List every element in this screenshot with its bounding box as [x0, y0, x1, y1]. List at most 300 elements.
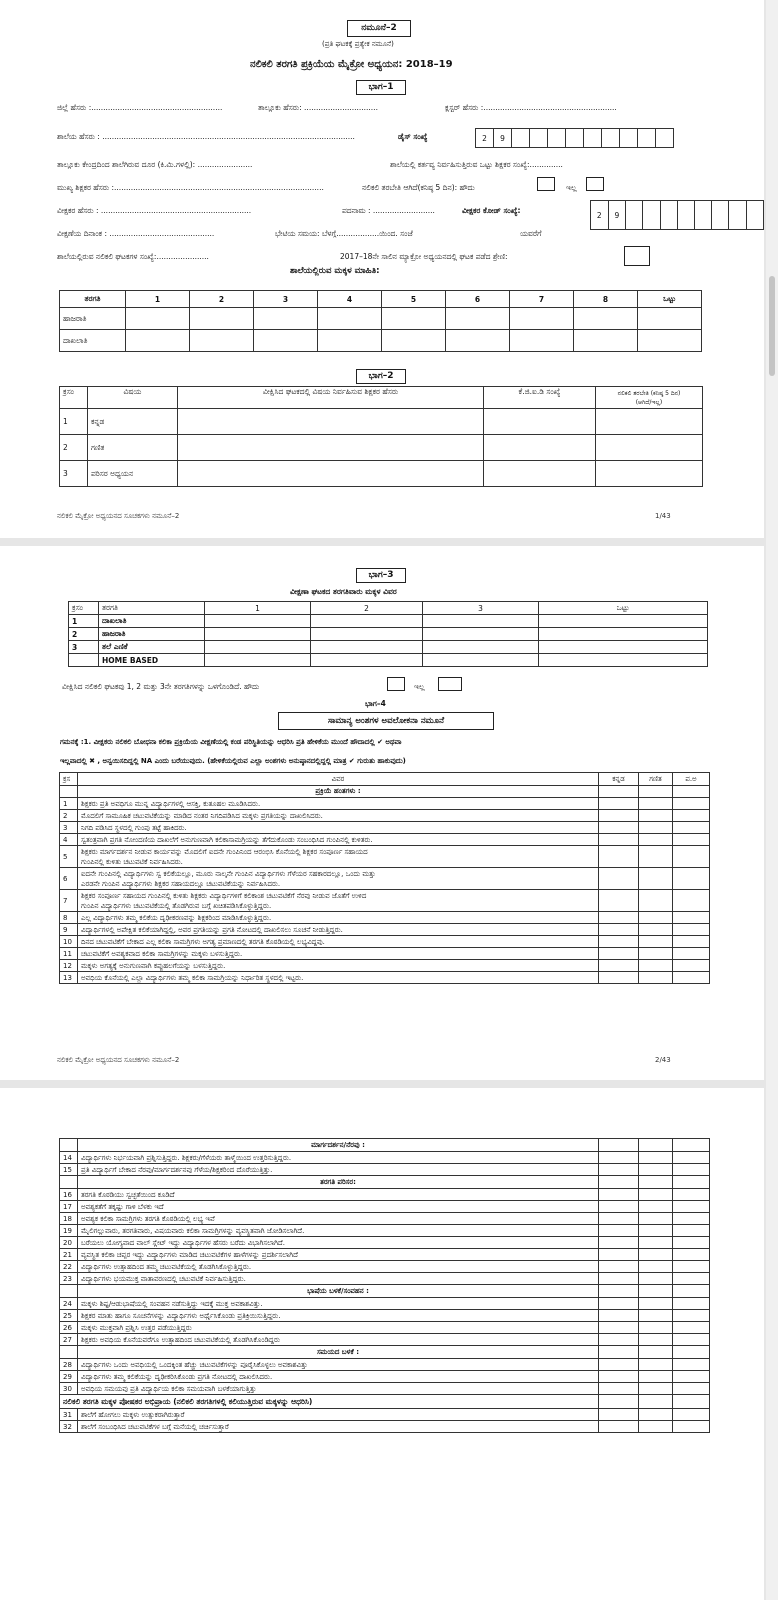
children-input-cell[interactable] [382, 308, 446, 330]
observation-evs-cell[interactable] [673, 1322, 710, 1334]
observation-maths-cell[interactable] [639, 1310, 673, 1322]
observation-kannada-cell[interactable] [599, 936, 639, 948]
observation-evs-cell[interactable] [673, 822, 710, 834]
class-input-cell[interactable] [423, 628, 539, 641]
observation-evs-cell[interactable] [673, 912, 710, 924]
children-input-cell[interactable] [254, 330, 318, 352]
observation-detail-line: ಶಿಕ್ಷಕರು ಮಾರ್ಗದರ್ಶನ ನೀಡುವ ಕಾರ್ಯವನ್ನು ಮೊದಲಿಗೆ ಐದನೇ ಗುಂಪಿನಿಂದ ಆರಂಭಿಸಿ ಕೊನೆಯಲ್ಲಿ ಶಿಕ್ಷಕರ ಸಂಪೂರ್ಣ ಸಹಾಯದ [81, 847, 368, 856]
observation-maths-cell[interactable] [639, 1322, 673, 1334]
class-input-cell[interactable] [205, 615, 311, 628]
children-input-cell[interactable] [510, 330, 574, 352]
observation-maths-cell[interactable] [639, 972, 673, 984]
observation-kannada-cell[interactable] [599, 1152, 639, 1164]
dise-digit-cell[interactable] [656, 129, 674, 148]
taluk-field[interactable]: ತಾಲ್ಲೂಕು ಹೆಸರು: ............................... [258, 103, 378, 112]
observation-kannada-cell[interactable] [599, 1409, 639, 1421]
children-row-label: ದಾಖಲಾತಿ [60, 330, 126, 352]
class-row-label: ದಾಖಲಾತಿ [99, 615, 205, 628]
children-header-cell: ತರಗತಿ [60, 291, 126, 308]
dise-digit-cell[interactable] [566, 129, 584, 148]
dise-digit-cell[interactable] [530, 129, 548, 148]
observation-evs-cell[interactable] [673, 1213, 710, 1225]
class-row-no: 1 [69, 615, 99, 628]
class-input-cell[interactable] [423, 615, 539, 628]
class-input-cell[interactable] [423, 641, 539, 654]
observation-evs-cell[interactable] [673, 834, 710, 846]
observation-maths-cell[interactable] [639, 810, 673, 822]
dise-digit-cell[interactable]: 9 [494, 129, 512, 148]
observation-maths-cell[interactable] [639, 834, 673, 846]
observation-kannada-cell[interactable] [599, 1383, 639, 1395]
observation-row [60, 890, 710, 912]
children-input-cell[interactable] [254, 308, 318, 330]
observation-no: 10 [60, 936, 78, 948]
children-input-cell[interactable] [382, 330, 446, 352]
observation-row [60, 912, 710, 924]
observation-row [60, 798, 710, 810]
teachers-count-field[interactable]: ಶಾಲೆಯಲ್ಲಿ ಕರ್ತವ್ಯ ನಿರ್ವಹಿಸುತ್ತಿರುವ ಒಟ್ಟು ಶಿಕ್ಷಕರ ಸಂಖ್ಯೆ:.............. [390, 160, 563, 169]
observation-kannada-cell[interactable] [599, 810, 639, 822]
cluster-field[interactable]: ಕ್ಲಸ್ಟರ್ ಹೆಸರು :........................................................ [445, 103, 617, 112]
observation-detail [78, 1261, 599, 1273]
observer-code-digits[interactable] [590, 200, 764, 230]
observation-kannada-cell[interactable] [599, 822, 639, 834]
subject-row [60, 461, 703, 487]
children-input-cell[interactable] [318, 308, 382, 330]
nali-trained-label: ನಲಿಕಲಿ ತರಬೇತಿ ಆಗಿದೆ(ಕನಿಷ್ಠ 5 ದಿನ): ಹೌದು [362, 183, 475, 192]
children-header-cell: ಒಟ್ಟು [638, 291, 702, 308]
subject-input-cell[interactable] [596, 461, 703, 487]
observation-kannada-cell[interactable] [599, 798, 639, 810]
observation-evs-cell[interactable] [673, 1189, 710, 1201]
obs-date-field[interactable]: ವೀಕ್ಷಣೆಯ ದಿನಾಂಕ : ............................................ [57, 229, 215, 238]
observation-evs-cell[interactable] [673, 1359, 710, 1371]
observation-row [60, 810, 710, 822]
section-cell [673, 1285, 710, 1298]
observation-evs-cell[interactable] [673, 1371, 710, 1383]
observation-maths-cell[interactable] [639, 822, 673, 834]
observation-row [60, 960, 710, 972]
class-row [69, 654, 708, 667]
observation-no: 11 [60, 948, 78, 960]
observation-kannada-cell[interactable] [599, 924, 639, 936]
section-cell [599, 1395, 639, 1409]
subject-row-name: ಗಣಿತ [88, 435, 178, 461]
section-title: ಮಾರ್ಗದರ್ಶನ/ನೆರವು : [78, 1139, 599, 1152]
class-input-cell[interactable] [539, 654, 708, 667]
observation-no: 18 [60, 1213, 78, 1225]
dise-digit-cell[interactable]: 2 [476, 129, 494, 148]
code-digit-cell[interactable] [677, 201, 694, 230]
observation-row [60, 1322, 710, 1334]
observation-row [60, 924, 710, 936]
observation-maths-cell[interactable] [639, 846, 673, 868]
observation-kannada-cell[interactable] [599, 1421, 639, 1433]
dise-digit-cell[interactable] [620, 129, 638, 148]
observation-maths-cell[interactable] [639, 868, 673, 890]
class-input-cell[interactable] [205, 628, 311, 641]
observation-detail [78, 1334, 599, 1346]
observation-evs-cell[interactable] [673, 1334, 710, 1346]
class-input-cell[interactable] [311, 628, 423, 641]
class-table [68, 601, 708, 667]
observer-name-field[interactable]: ವೀಕ್ಷಕರ ಹೆಸರು : ............................................................... [57, 206, 252, 215]
observation-no: 17 [60, 1201, 78, 1213]
observation-kannada-cell[interactable] [599, 1249, 639, 1261]
observation-detail [78, 1383, 599, 1395]
observation-evs-cell[interactable] [673, 1273, 710, 1285]
code-digit-cell[interactable] [746, 201, 763, 230]
obs-section-cell [673, 786, 710, 798]
observation-row [60, 1409, 710, 1421]
observation-row [60, 1201, 710, 1213]
subject-head-teacher: ವೀಕ್ಷಿಸಿದ ಘಟಕದಲ್ಲಿ ವಿಷಯ ನಿರ್ವಹಿಸುವ ಶಿಕ್ಷಕರ ಹೆಸರು [178, 387, 484, 409]
observation-row [60, 1164, 710, 1176]
observation-kannada-cell[interactable] [599, 912, 639, 924]
district-field[interactable]: ಜಿಲ್ಲೆ ಹೆಸರು :....................................................... [57, 103, 223, 112]
observation-evs-cell[interactable] [673, 1298, 710, 1310]
part3-label: ಭಾಗ–3 [356, 568, 406, 583]
observation-no: 26 [60, 1322, 78, 1334]
observation-kannada-cell[interactable] [599, 948, 639, 960]
observation-row [60, 972, 710, 984]
dise-digit-cell[interactable] [638, 129, 656, 148]
observation-detail [78, 834, 599, 846]
observation-detail-line: ಅವಶ್ಯಕತೆಗೆ ತಕ್ಕಷ್ಟು ಗಾಳಿ ಬೆಳಕು ಇದೆ [81, 1202, 164, 1211]
class-header-cell: 3 [423, 602, 539, 615]
observation-kannada-cell[interactable] [599, 1371, 639, 1383]
observation-evs-cell[interactable] [673, 948, 710, 960]
observation-detail [78, 1152, 599, 1164]
school-name-field[interactable]: ಶಾಲೆಯ ಹೆಸರು : .......................................................................................................... [57, 132, 355, 141]
observation-kannada-cell[interactable] [599, 1310, 639, 1322]
observation-detail-line: ತರಗತಿ ಕೊಠಡಿಯು ಸ್ವಚ್ಛತೆಯಿಂದ ಕೂಡಿದೆ [81, 1190, 175, 1199]
observation-kannada-cell[interactable] [599, 834, 639, 846]
observation-detail [78, 1322, 599, 1334]
class-row [69, 615, 708, 628]
observation-detail-line: ವಿದ್ಯಾರ್ಥಿಗಳಲ್ಲಿ ಅಪೇಕ್ಷಿತ ಕಲಿಕೆಯಾಗಿದ್ದಲ್ಲಿ, ಅವರ ಪ್ರಗತಿಯನ್ನು ಪ್ರಗತಿ ನೋಟದಲ್ಲಿ ದಾಖಲಿಸಲು ಸೂಚನೆ ನೀಡುತ್ತಿದ್ದರು. [81, 925, 343, 934]
observation-maths-cell[interactable] [639, 1261, 673, 1273]
observation-kannada-cell[interactable] [599, 1164, 639, 1176]
observation-detail-line: ಬರೆಯಲು ಯೋಗ್ಯವಾದ ವಾಲ್ ಸ್ಲೇಟ್ ಇದ್ದು ವಿದ್ಯಾರ್ಥಿಗಳ ಹೆಸರು ಬರೆದು ವಿಭಾಗಿಸಲಾಗಿದೆ. [81, 1238, 285, 1247]
observation-kannada-cell[interactable] [599, 1213, 639, 1225]
observation-detail-line: ವಿದ್ಯಾರ್ಥಿಗಳು ಭಯಮುಕ್ತ ವಾತಾವರಣದಲ್ಲಿ ಚಟುವಟಿಕೆ ನಿರ್ವಹಿಸುತ್ತಿದ್ದರು. [81, 1274, 246, 1283]
section-cell [673, 1346, 710, 1359]
observation-evs-cell[interactable] [673, 972, 710, 984]
obs-head-maths: ಗಣಿತ [639, 773, 673, 786]
section-spacer [60, 1139, 78, 1152]
subject-head-training-line2: (ಆಗಿದೆ/ಇಲ್ಲ) [635, 398, 663, 406]
observation-evs-cell[interactable] [673, 1261, 710, 1273]
observation-detail [78, 1164, 599, 1176]
observation-no: 14 [60, 1152, 78, 1164]
observation-maths-cell[interactable] [639, 1334, 673, 1346]
children-input-cell[interactable] [446, 330, 510, 352]
observation-evs-cell[interactable] [673, 846, 710, 868]
observation-detail [78, 948, 599, 960]
section-cell [599, 1285, 639, 1298]
observation-no: 9 [60, 924, 78, 936]
observation-detail [78, 1421, 599, 1433]
observation-evs-cell[interactable] [673, 798, 710, 810]
observation-evs-cell[interactable] [673, 1152, 710, 1164]
section-cell [673, 1176, 710, 1189]
units-no-checkbox[interactable] [438, 677, 462, 691]
observation-kannada-cell[interactable] [599, 1189, 639, 1201]
observation-detail-line: ಪ್ರತಿ ವಿದ್ಯಾರ್ಥಿಗೆ ಬೇಕಾದ ನೆರವು/ಮಾರ್ಗದರ್ಶನವು ಗೆಳೆಯ/ಶಿಕ್ಷಕರಿಂದ ದೊರೆಯುತ್ತಿತ್ತು. [81, 1165, 273, 1174]
subject-input-cell[interactable] [484, 461, 596, 487]
subject-head-training-line1: ನಲಿಕಲಿ ತರಬೇತಿ (ಕನಿಷ್ಠ 5 ದಿನ) [617, 389, 681, 397]
children-header-cell: 6 [446, 291, 510, 308]
hm-trained-yes-checkbox[interactable] [537, 177, 555, 191]
observation-detail [78, 1371, 599, 1383]
observation-maths-cell[interactable] [639, 1237, 673, 1249]
page2-footer-right: 2/43 [655, 1056, 671, 1064]
class-input-cell[interactable] [311, 654, 423, 667]
observation-maths-cell[interactable] [639, 1421, 673, 1433]
observation-maths-cell[interactable] [639, 1201, 673, 1213]
hm-trained-no-checkbox[interactable] [586, 177, 604, 191]
dise-digit-cell[interactable] [548, 129, 566, 148]
code-digit-cell[interactable] [626, 201, 643, 230]
observation-maths-cell[interactable] [639, 1273, 673, 1285]
section-cell [639, 1395, 673, 1409]
section-cell [639, 1346, 673, 1359]
page1-footer-right: 1/43 [655, 512, 671, 520]
observation-table-2 [59, 1138, 710, 1433]
class-input-cell[interactable] [539, 641, 708, 654]
observation-evs-cell[interactable] [673, 1421, 710, 1433]
obs-head-detail: ವಿವರ [78, 773, 599, 786]
observation-maths-cell[interactable] [639, 1225, 673, 1237]
class-header-cell: ತರಗತಿ [99, 602, 205, 615]
obs-section-cell [599, 786, 639, 798]
observation-evs-cell[interactable] [673, 960, 710, 972]
subject-row-no: 1 [60, 409, 88, 435]
section-cell [673, 1395, 710, 1409]
observation-no: 25 [60, 1310, 78, 1322]
class-input-cell[interactable] [539, 628, 708, 641]
children-input-cell[interactable] [126, 308, 190, 330]
scrollbar[interactable] [766, 0, 778, 1600]
observation-evs-cell[interactable] [673, 936, 710, 948]
code-digit-cell[interactable] [712, 201, 729, 230]
observation-detail-line: ಗುಂಪಿನಲ್ಲಿ ಕುಳಿತು ಚಟುವಟಿಕೆ ನಿರ್ವಹಿಸಿದರು. [81, 857, 183, 866]
subject-input-cell[interactable] [596, 409, 703, 435]
class-header-cell: 2 [311, 602, 423, 615]
observation-maths-cell[interactable] [639, 924, 673, 936]
prev-grade-label: 2017–18ನೇ ಸಾಲಿನ ಮ್ಯಾಕ್ರೋ ಅಧ್ಯಯನದಲ್ಲಿ ಘಟಕ ಪಡೆದ ಶ್ರೇಣಿ: [340, 252, 508, 261]
class-input-cell[interactable] [423, 654, 539, 667]
observation-evs-cell[interactable] [673, 1409, 710, 1421]
code-digit-cell[interactable]: 2 [591, 201, 609, 230]
class-input-cell[interactable] [311, 641, 423, 654]
obs-section-cell [639, 786, 673, 798]
observation-maths-cell[interactable] [639, 890, 673, 912]
subject-input-cell[interactable] [596, 435, 703, 461]
children-header-cell: 5 [382, 291, 446, 308]
observation-evs-cell[interactable] [673, 1225, 710, 1237]
children-input-cell[interactable] [574, 330, 638, 352]
form-subtitle: (ಪ್ರತಿ ಘಟಕಕ್ಕೆ ಪ್ರತ್ಯೇಕ ನಮೂನೆ) [322, 40, 394, 48]
children-input-cell[interactable] [638, 308, 702, 330]
children-input-cell[interactable] [126, 330, 190, 352]
dise-digit-cell[interactable] [602, 129, 620, 148]
code-digit-cell[interactable] [729, 201, 746, 230]
code-digit-cell[interactable] [695, 201, 712, 230]
subject-input-cell[interactable] [484, 435, 596, 461]
dise-digits[interactable] [475, 128, 674, 148]
observation-maths-cell[interactable] [639, 1371, 673, 1383]
observation-detail [78, 1189, 599, 1201]
observation-detail-line: ಚಟುವಟಿಕೆಗೆ ಅವಶ್ಯಕವಾದ ಕಲಿಕಾ ಸಾಮಗ್ರಿಗಳನ್ನು ಮಕ್ಕಳು ಬಳಸುತ್ತಿದ್ದರು. [81, 949, 243, 958]
children-input-cell[interactable] [446, 308, 510, 330]
observation-evs-cell[interactable] [673, 810, 710, 822]
observation-detail [78, 924, 599, 936]
observation-kannada-cell[interactable] [599, 960, 639, 972]
designation-field[interactable]: ಪದನಾಮ : .......................... [342, 206, 435, 215]
observation-kannada-cell[interactable] [599, 1261, 639, 1273]
observation-kannada-cell[interactable] [599, 890, 639, 912]
class-input-cell[interactable] [205, 641, 311, 654]
observation-maths-cell[interactable] [639, 912, 673, 924]
observation-detail-line: ಎರಡನೇ ಗುಂಪಿನ ವಿದ್ಯಾರ್ಥಿಗಳು ಶಿಕ್ಷಕರ ಸಹಾಯದಲ್ಲೂ ಚಟುವಟಿಕೆಯನ್ನು ನಿರ್ವಹಿಸಿದರು. [81, 879, 281, 888]
class-input-cell[interactable] [539, 615, 708, 628]
observation-maths-cell[interactable] [639, 948, 673, 960]
hm-name-field[interactable]: ಮುಖ್ಯ ಶಿಕ್ಷಕರ ಹೆಸರು :........................................................................................ [57, 183, 324, 192]
observation-kannada-cell[interactable] [599, 1334, 639, 1346]
children-input-cell[interactable] [574, 308, 638, 330]
observation-no: 2 [60, 810, 78, 822]
observation-row [60, 1383, 710, 1395]
observation-no: 1 [60, 798, 78, 810]
observation-detail-line: ದಿನದ ಚಟುವಟಿಕೆಗೆ ಬೇಕಾದ ಎಲ್ಲ ಕಲಿಕಾ ಸಾಮಗ್ರಿಗಳು ಅಗತ್ಯ ಪ್ರಮಾಣದಲ್ಲಿ ತರಗತಿ ಕೊಠಡಿಯಲ್ಲಿ ಲಭ್ಯವಿದ್ದವು. [81, 937, 325, 946]
section-cell [599, 1176, 639, 1189]
observation-evs-cell[interactable] [673, 924, 710, 936]
section-cell [673, 1139, 710, 1152]
page-1 [0, 0, 764, 538]
children-input-cell[interactable] [190, 308, 254, 330]
observation-maths-cell[interactable] [639, 1298, 673, 1310]
subject-head-kgid: ಕೆ.ಜಿ.ಐ.ಡಿ ಸಂಖ್ಯೆ [484, 387, 596, 409]
observation-kannada-cell[interactable] [599, 868, 639, 890]
section-title: ಸಮಯದ ಬಳಕೆ : [78, 1346, 599, 1359]
code-digit-cell[interactable] [643, 201, 660, 230]
observation-detail [78, 822, 599, 834]
children-input-cell[interactable] [638, 330, 702, 352]
children-header-cell: 7 [510, 291, 574, 308]
prev-grade-box[interactable] [624, 246, 650, 266]
observation-kannada-cell[interactable] [599, 846, 639, 868]
observation-evs-cell[interactable] [673, 1383, 710, 1395]
subject-input-cell[interactable] [178, 435, 484, 461]
observation-evs-cell[interactable] [673, 890, 710, 912]
observation-detail-line: ವಿದ್ಯಾರ್ಥಿಗಳು ನಿರ್ಭಯವಾಗಿ ಪ್ರಶ್ನಿಸುತ್ತಿದ್ದರು. ಶಿಕ್ಷಕರು/ಗೆಳೆಯರು ತಾಳ್ಮೆಯಿಂದ ಉತ್ತರಿಸುತ್ತಿದ್ದರು. [81, 1153, 292, 1162]
observation-no: 30 [60, 1383, 78, 1395]
observation-maths-cell[interactable] [639, 1249, 673, 1261]
observation-maths-cell[interactable] [639, 960, 673, 972]
observation-detail-line: ಮಕ್ಕಳು ಶಿಷ್ಟ/ಆಡುಭಾಷೆಯಲ್ಲಿ ಸಂವಹನ ನಡೆಸುತ್ತಿದ್ದು ಇದಕ್ಕೆ ಮುಕ್ತ ಅವಕಾಶವಿತ್ತು. [81, 1299, 263, 1308]
class-header-cell: ಕ್ರಸಂ [69, 602, 99, 615]
observation-kannada-cell[interactable] [599, 1322, 639, 1334]
subject-input-cell[interactable] [178, 461, 484, 487]
observation-maths-cell[interactable] [639, 1383, 673, 1395]
units-count-field[interactable]: ಶಾಲೆಯಲ್ಲಿರುವ ನಲಿಕಲಿ ಘಟಕಗಳ ಸಂಖ್ಯೆ:...................... [57, 252, 209, 261]
observation-row [60, 1371, 710, 1383]
observation-evs-cell[interactable] [673, 1201, 710, 1213]
subject-input-cell[interactable] [484, 409, 596, 435]
section-title: ಭಾಷೆಯ ಬಳಕೆ/ಸಂವಹನ : [78, 1285, 599, 1298]
observation-kannada-cell[interactable] [599, 1201, 639, 1213]
observation-detail [78, 1225, 599, 1237]
units-no-label: ಇಲ್ಲ [414, 682, 425, 691]
class-input-cell[interactable] [205, 654, 311, 667]
observation-evs-cell[interactable] [673, 1164, 710, 1176]
parent-opinion-header: ನಲಿಕಲಿ ತರಗತಿ ಮಕ್ಕಳ ಪೋಷಕರ ಅಭಿಪ್ರಾಯ (ನಲಿಕಲಿ ತರಗತಿಗಳಲ್ಲಿ ಕಲಿಯುತ್ತಿರುವ ಮಕ್ಕಳನ್ನು ಆಧರಿಸಿ) [60, 1395, 599, 1409]
subject-row [60, 435, 703, 461]
children-input-cell[interactable] [318, 330, 382, 352]
observation-row [60, 1225, 710, 1237]
observation-kannada-cell[interactable] [599, 1237, 639, 1249]
observation-kannada-cell[interactable] [599, 1359, 639, 1371]
children-header-cell: 4 [318, 291, 382, 308]
observation-maths-cell[interactable] [639, 1359, 673, 1371]
visit-time-field[interactable]: ಭೇಟಿಯ ಸಮಯ: ಬೆಳಗ್ಗೆ..................ಯಿಂದ. ಸಂಜೆ [275, 229, 413, 238]
observation-kannada-cell[interactable] [599, 1273, 639, 1285]
observation-kannada-cell[interactable] [599, 1225, 639, 1237]
scrollbar-thumb[interactable] [769, 276, 775, 376]
observation-maths-cell[interactable] [639, 1409, 673, 1421]
observation-row [60, 1189, 710, 1201]
observation-maths-cell[interactable] [639, 1213, 673, 1225]
subject-input-cell[interactable] [178, 409, 484, 435]
observation-evs-cell[interactable] [673, 1237, 710, 1249]
observation-table-1 [59, 772, 710, 984]
observation-no: 29 [60, 1371, 78, 1383]
children-input-cell[interactable] [190, 330, 254, 352]
observation-maths-cell[interactable] [639, 1164, 673, 1176]
class-row-label: HOME BASED [99, 654, 205, 667]
observation-maths-cell[interactable] [639, 798, 673, 810]
observation-evs-cell[interactable] [673, 868, 710, 890]
observation-no: 24 [60, 1298, 78, 1310]
observation-detail-line: ವಿದ್ಯಾರ್ಥಿಗಳು ತಮ್ಮ ಕಲಿಕೆಯನ್ನು ದೃಢೀಕರಿಸಿಕೊಂಡು ಪ್ರಗತಿ ನೋಟದಲ್ಲಿ ದಾಖಲಿಸಿದರು. [81, 1372, 273, 1381]
units-yes-checkbox[interactable] [387, 677, 405, 691]
observation-detail-line: ಐದನೇ ಗುಂಪಿನಲ್ಲಿ ವಿದ್ಯಾರ್ಥಿಗಳು ಸ್ವ ಕಲಿಕೆಯಲ್ಲೂ, ಮೂರು ನಾಲ್ಕನೇ ಗುಂಪಿನ ವಿದ್ಯಾರ್ಥಿಗಳು ಗೆಳೆಯರ ಸಹಕಾರದಲ್ಲೂ, ಒಂದು ಮತ್ತು [81, 869, 376, 878]
distance-field[interactable]: ತಾಲ್ಲೂಕು ಕೇಂದ್ರದಿಂದ ಶಾಲೆಗಿರುವ ದೂರ (ಕಿ.ಮಿ.ಗಳಲ್ಲಿ): ....................... [57, 160, 253, 169]
observation-kannada-cell[interactable] [599, 1298, 639, 1310]
until-label: ಯವರೆಗೆ [520, 229, 542, 238]
observation-evs-cell[interactable] [673, 1310, 710, 1322]
children-input-cell[interactable] [510, 308, 574, 330]
observation-row [60, 1261, 710, 1273]
class-row-label: ಹಾಜರಾತಿ [99, 628, 205, 641]
dise-digit-cell[interactable] [584, 129, 602, 148]
code-digit-cell[interactable]: 9 [608, 201, 626, 230]
observation-evs-cell[interactable] [673, 1249, 710, 1261]
section-cell [599, 1139, 639, 1152]
observation-row [60, 1334, 710, 1346]
observation-maths-cell[interactable] [639, 936, 673, 948]
observation-detail [78, 846, 599, 868]
observation-no: 15 [60, 1164, 78, 1176]
observation-maths-cell[interactable] [639, 1189, 673, 1201]
observation-kannada-cell[interactable] [599, 972, 639, 984]
code-digit-cell[interactable] [660, 201, 677, 230]
class-input-cell[interactable] [311, 615, 423, 628]
dise-digit-cell[interactable] [512, 129, 530, 148]
observation-maths-cell[interactable] [639, 1152, 673, 1164]
